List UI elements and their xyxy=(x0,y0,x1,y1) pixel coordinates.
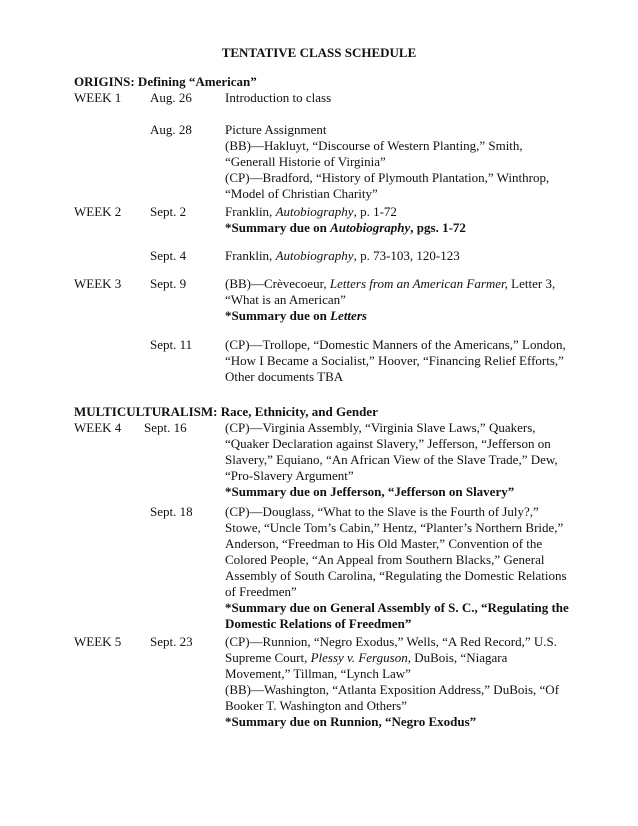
description-line: Booker T. Washington and Others” xyxy=(225,698,408,713)
description-line: Movement,” Tillman, “Lynch Law” xyxy=(225,666,411,681)
text-run: *Summary due on xyxy=(225,220,331,235)
text-run: Domestic Relations of Freedmen” xyxy=(225,616,412,631)
date-label: Sept. 9 xyxy=(150,276,187,291)
text-run: *Summary due on General Assembly of S. C., “Regulating the xyxy=(225,600,569,615)
description-line: “What is an American” xyxy=(225,292,346,307)
description-line: “Model of Christian Charity” xyxy=(225,186,378,201)
date-label: Aug. 26 xyxy=(150,90,192,105)
date-label: Aug. 28 xyxy=(150,122,192,137)
italic-title: Autobiography xyxy=(275,248,354,263)
text-run: , p. 73-103, 120-123 xyxy=(353,248,460,263)
section-header-origins: ORIGINS: Defining “American” xyxy=(74,74,257,89)
entry-description xyxy=(225,420,565,500)
entry-description xyxy=(225,204,565,236)
description-line: “Generall Historie of Virginia” xyxy=(225,154,386,169)
date-label: Sept. 23 xyxy=(150,634,193,649)
description-line xyxy=(225,276,565,292)
description-line: (CP)—Runnion, “Negro Exodus,” Wells, “A Red Record,” U.S. xyxy=(225,634,557,649)
text-run: *Summary due on Runnion, “Negro Exodus” xyxy=(225,714,477,729)
description-line: (CP)—Virginia Assembly, “Virginia Slave Laws,” Quakers, xyxy=(225,420,536,435)
description-line xyxy=(225,650,565,666)
text-run: , pgs. 1-72 xyxy=(410,220,466,235)
description-line xyxy=(225,248,565,264)
italic-title: Letters xyxy=(330,308,367,323)
description-line: Introduction to class xyxy=(225,90,332,105)
italic-title: Letters from an American Farmer, xyxy=(329,276,508,291)
italic-title: Autobiography xyxy=(330,220,411,235)
description-line: of Freedmen” xyxy=(225,584,297,599)
text-run: Franklin, xyxy=(225,248,276,263)
entry-description xyxy=(225,276,565,324)
section-header-multiculturalism: MULTICULTURALISM: Race, Ethnicity, and Gender xyxy=(74,404,378,419)
description-line: Picture Assignment xyxy=(225,122,327,137)
date-label: Sept. 4 xyxy=(150,248,187,263)
text-run: , p. 1-72 xyxy=(353,204,397,219)
description-line xyxy=(225,204,565,220)
description-line: (BB)—Washington, “Atlanta Exposition Address,” DuBois, “Of xyxy=(225,682,560,697)
summary-due-line xyxy=(225,714,565,730)
date-label: Sept. 18 xyxy=(150,504,193,519)
week-label: WEEK 2 xyxy=(74,204,122,219)
text-run: *Summary due on xyxy=(225,308,331,323)
summary-due-line xyxy=(225,484,565,500)
text-run: Supreme Court, xyxy=(225,650,311,665)
week-label: WEEK 5 xyxy=(74,634,122,649)
entry-description xyxy=(225,248,565,264)
description-line: Stowe, “Uncle Tom’s Cabin,” Hentz, “Planter’s Northern Bride,” xyxy=(225,520,564,535)
description-line: “How I Became a Socialist,” Hoover, “Financing Relief Efforts,” xyxy=(225,353,564,368)
description-line: Slavery,” Equiano, “An African View of the Slave Trade,” Dew, xyxy=(225,452,558,467)
italic-title: Autobiography xyxy=(275,204,354,219)
description-line: “Quaker Declaration against Slavery,” Jefferson, “Jefferson on xyxy=(225,436,551,451)
entry-description xyxy=(225,90,565,106)
entry-description xyxy=(225,122,565,202)
date-label: Sept. 11 xyxy=(150,337,193,352)
description-line: Other documents TBA xyxy=(225,369,344,384)
summary-due-line xyxy=(225,600,569,616)
text-run: Letter 3, xyxy=(507,276,556,291)
description-line: (CP)—Douglass, “What to the Slave is the Fourth of July?,” xyxy=(225,504,539,519)
text-run: Franklin, xyxy=(225,204,276,219)
entry-description xyxy=(225,337,565,385)
description-line: Colored People, “An Appeal from Southern Blacks,” General xyxy=(225,552,545,567)
week-label: WEEK 1 xyxy=(74,90,122,105)
description-line: Anderson, “Freedman to His Old Master,” Convention of the xyxy=(225,536,543,551)
description-line: (CP)—Bradford, “History of Plymouth Plantation,” Winthrop, xyxy=(225,170,550,185)
description-line: (CP)—Trollope, “Domestic Manners of the Americans,” London, xyxy=(225,337,566,352)
date-label: Sept. 2 xyxy=(150,204,187,219)
entry-description xyxy=(225,634,565,730)
entry-description xyxy=(225,504,569,632)
italic-title: Plessy v. Ferguson xyxy=(310,650,408,665)
summary-due-line xyxy=(225,616,565,632)
week-label: WEEK 3 xyxy=(74,276,122,291)
text-run: (BB)—Crèvecoeur, xyxy=(225,276,330,291)
week-label: WEEK 4 xyxy=(74,420,122,435)
date-label: Sept. 16 xyxy=(144,420,187,435)
text-run: , DuBois, “Niagara xyxy=(407,650,508,665)
description-line: Assembly of South Carolina, “Regulating the Domestic Relations xyxy=(225,568,567,583)
page-title: TENTATIVE CLASS SCHEDULE xyxy=(221,45,417,60)
description-line: “Pro-Slavery Argument” xyxy=(225,468,354,483)
text-run: *Summary due on Jefferson, “Jefferson on Slavery” xyxy=(225,484,515,499)
summary-due-line xyxy=(225,308,565,324)
description-line: (BB)—Hakluyt, “Discourse of Western Planting,” Smith, xyxy=(225,138,523,153)
summary-due-line xyxy=(225,220,565,236)
